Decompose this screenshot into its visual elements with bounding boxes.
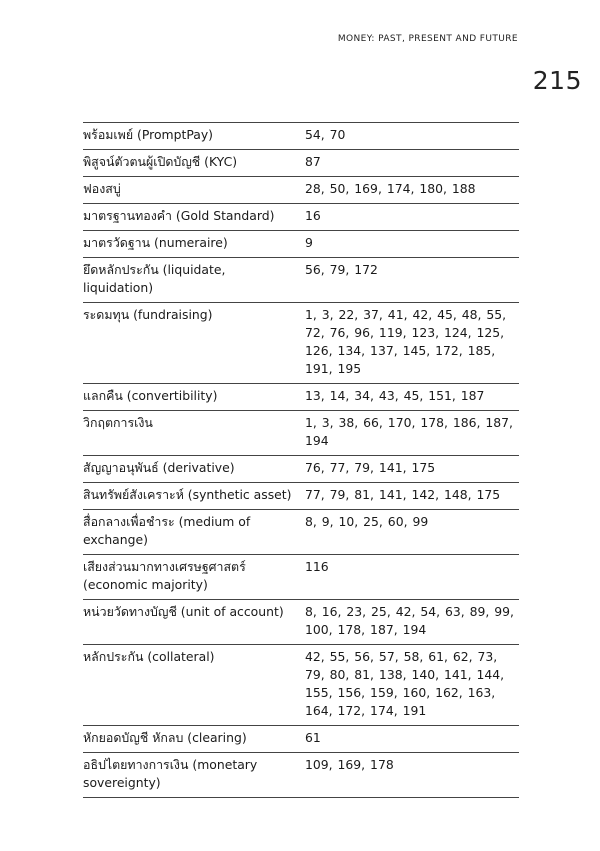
index-term: หน่วยวัดทางบัญชี (unit of account)	[83, 600, 305, 645]
index-term: พิสูจน์ตัวตนผู้เปิดบัญชี (KYC)	[83, 150, 305, 177]
index-row	[83, 258, 519, 303]
index-row	[83, 483, 519, 510]
index-pages: 42, 55, 56, 57, 58, 61, 62, 73, 79, 80, 81, 138, 140, 141, 144, 155, 156, 159, 160, 162, 163, 164, 172, 174, 191	[305, 645, 519, 726]
index-term: มาตรวัดฐาน (numeraire)	[83, 231, 305, 258]
index-row	[83, 753, 519, 798]
index-term: แลกคืน (convertibility)	[83, 384, 305, 411]
index-row	[83, 726, 519, 753]
index-row	[83, 456, 519, 483]
index-term: มาตรฐานทองคำ (Gold Standard)	[83, 204, 305, 231]
index-pages: 109, 169, 178	[305, 753, 519, 798]
index-term: หักยอดบัญชี หักลบ (clearing)	[83, 726, 305, 753]
index-term: เสียงส่วนมากทางเศรษฐศาสตร์ (economic majority)	[83, 555, 305, 600]
index-pages: 28, 50, 169, 174, 180, 188	[305, 177, 519, 204]
index-pages: 87	[305, 150, 519, 177]
index-pages: 116	[305, 555, 519, 600]
index-term: ยึดหลักประกัน (liquidate, liquidation)	[83, 258, 305, 303]
index-row	[83, 150, 519, 177]
index-term: ฟองสบู่	[83, 177, 305, 204]
index-term: อธิปไตยทางการเงิน (monetary sovereignty)	[83, 753, 305, 798]
index-pages: 61	[305, 726, 519, 753]
index-row	[83, 645, 519, 726]
index-pages: 16	[305, 204, 519, 231]
running-head: MONEY: PAST, PRESENT AND FUTURE	[337, 34, 518, 44]
index-pages: 1, 3, 22, 37, 41, 42, 45, 48, 55, 72, 76, 96, 119, 123, 124, 125, 126, 134, 137, 145, 172, 185, 191, 195	[305, 303, 519, 384]
index-pages: 76, 77, 79, 141, 175	[305, 456, 519, 483]
index-term: สื่อกลางเพื่อชำระ (medium of exchange)	[83, 510, 305, 555]
index-row	[83, 177, 519, 204]
index-pages: 1, 3, 38, 66, 170, 178, 186, 187, 194	[305, 411, 519, 456]
index-pages: 8, 16, 23, 25, 42, 54, 63, 89, 99, 100, 178, 187, 194	[305, 600, 519, 645]
index-term: หลักประกัน (collateral)	[83, 645, 305, 726]
index-term: วิกฤตการเงิน	[83, 411, 305, 456]
index-pages: 77, 79, 81, 141, 142, 148, 175	[305, 483, 519, 510]
index-row	[83, 303, 519, 384]
index-row	[83, 384, 519, 411]
index-term: สัญญาอนุพันธ์ (derivative)	[83, 456, 305, 483]
index-pages: 13, 14, 34, 43, 45, 151, 187	[305, 384, 519, 411]
index-term: พร้อมเพย์ (PromptPay)	[83, 123, 305, 150]
index-term: สินทรัพย์สังเคราะห์ (synthetic asset)	[83, 483, 305, 510]
page-number: 215	[532, 66, 582, 95]
index-pages: 54, 70	[305, 123, 519, 150]
index-table	[83, 122, 519, 798]
index-row	[83, 555, 519, 600]
index-pages: 8, 9, 10, 25, 60, 99	[305, 510, 519, 555]
index-pages: 9	[305, 231, 519, 258]
index-pages: 56, 79, 172	[305, 258, 519, 303]
index-row	[83, 600, 519, 645]
index-term: ระดมทุน (fundraising)	[83, 303, 305, 384]
index-row	[83, 231, 519, 258]
index-row	[83, 204, 519, 231]
index-row	[83, 411, 519, 456]
index-row	[83, 510, 519, 555]
index-row	[83, 123, 519, 150]
